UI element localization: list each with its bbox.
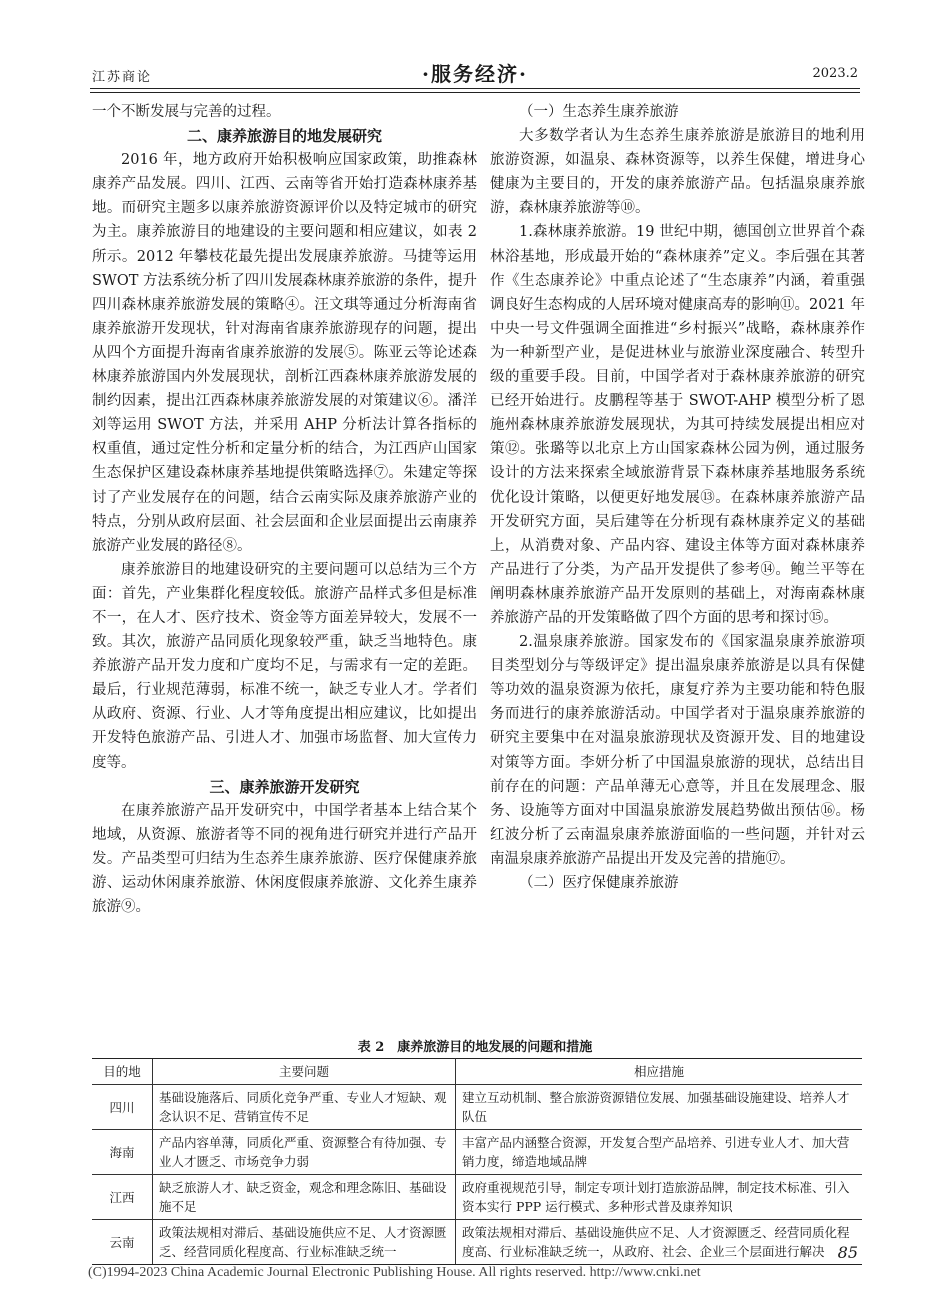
paragraph: 一个不断发展与完善的过程。 xyxy=(92,104,281,120)
table-row xyxy=(92,1130,862,1175)
section-heading: 三、康养旅游开发研究 xyxy=(209,777,360,796)
table-row xyxy=(92,1220,862,1265)
copyright-footer: (C)1994-2023 China Academic Journal Electronic Publishing House. All rights reserved. http://www.cnki.net xyxy=(88,1265,701,1280)
cell-measure: 政策法规相对滞后、基础设施供应不足、人才资源匮乏、经营同质化程度高、行业标准缺乏统一，从政府、社会、企业三个层面进行解决 xyxy=(456,1220,863,1265)
journal-name: 江苏商论 xyxy=(92,70,153,85)
paragraph: 在康养旅游产品开发研究中，中国学者基本上结合某个地域，从资源、旅游者等不同的视角进行研究并进行产品开发。产品类型可归结为生态养生康养旅游、医疗保健康养旅游、运动休闲康养旅游、休闲度假康养旅游、文化养生康养旅游⑨。 xyxy=(92,802,477,916)
cell-place: 江西 xyxy=(92,1175,153,1220)
table-row xyxy=(92,1085,862,1130)
cell-problem: 产品内容单薄，同质化严重、资源整合有待加强、专业人才匮乏、市场竞争力弱 xyxy=(153,1130,456,1175)
paragraph: 2016 年，地方政府开始积极响应国家政策，助推森林康养产品发展。四川、江西、云南等省开始打造森林康养基地。而研究主题多以康养旅游资源评价以及特定城市的研究为主。康养旅游目的地建设的主要问题和相应建议，如表 2 所示。2012 年攀枝花最先提出发展康养旅游。马捷等运用 SWOT 方法系统分析了四川发展森林康养旅游的条件，提升四川森林康养旅游发展的策略④。汪文琪等通过分析海南省康养旅游开发现状，针对海南省康养旅游现存的问题，提出从四个方面提升海南省康养旅游的发展⑤。陈亚云等论述森林康养旅游国内外发展现状，剖析江西森林康养旅游发展的制约因素，提出江西森林康养旅游发展的对策建议⑥。潘洋刘等运用 SWOT 方法，并采用 AHP 分析法计算各指标的权重值，通过定性分析和定量分析的结合，为江西庐山国家生态保护区建设森林康养基地提供策略选择⑦。朱建定等探讨了产业发展存在的问题，结合云南实际及康养旅游产业的特点，分别从政府层面、社会层面和企业层面提出云南康养旅游产业发展的路径⑧。 xyxy=(92,152,477,554)
cell-measure: 建立互动机制、整合旅游资源错位发展、加强基础设施建设、培养人才队伍 xyxy=(456,1085,863,1130)
paragraph: 2.温泉康养旅游。国家发布的《国家温泉康养旅游项目类型划分与等级评定》提出温泉康养旅游是以具有保健等功效的温泉资源为依托，康复疗养为主要功能和特色服务而进行的康养旅游活动。中国学者对于温泉康养旅游的研究主要集中在对温泉旅游现状及资源开发、目的地建设对策等方面。李妍分析了中国温泉旅游的现状，总结出目前存在的问题：产品单薄无心意等，并且在发展理念、服务、设施等方面对中国温泉旅游发展趋势做出预估⑯。杨红波分析了云南温泉康养旅游面临的一些问题，并针对云南温泉康养旅游产品提出开发及完善的措施⑰。 xyxy=(490,634,865,867)
cell-measure: 政府重视规范引导，制定专项计划打造旅游品牌，制定技术标准、引入资本实行 PPP 运行模式、多种形式普及康养知识 xyxy=(456,1175,863,1220)
issue-label: 2023.2 xyxy=(812,66,858,81)
page-header xyxy=(0,0,950,90)
column-header: 目的地 xyxy=(92,1059,153,1085)
subsection-heading: （二）医疗保健康养旅游 xyxy=(519,875,679,891)
paragraph: 1.森林康养旅游。19 世纪中期，德国创立世界首个森林浴基地，形成最开始的“森林康养”定义。李后强在其著作《生态康养论》中重点论述了“生态康养”内涵，着重强调良好生态构成的人居环境对健康高寿的影响⑪。2021 年中央一号文件强调全面推进“乡村振兴”战略，森林康养作为一种新型产业，是促进林业与旅游业深度融合、转型升级的重要手段。目前，中国学者对于森林康养旅游的研究已经开始进行。皮鹏程等基于 SWOT-AHP 模型分析了恩施州森林康养旅游发展现状，为其可持续发展提出相应对策⑫。张璐等以北京上方山国家森林公园为例，通过服务设计的方法来探索全域旅游背景下森林康养基地服务系统优化设计策略，以便更好地发展⑬。在森林康养旅游产品开发研究方面，吴后建等在分析现有森林康养定义的基础上，从消费对象、产品内容、建设主体等方面对森林康养产品进行了分类，为产品开发提供了参考⑭。鲍兰平等在阐明森林康养旅游产品开发原则的基础上，对海南森林康养旅游产品的开发策略做了四个方面的思考和探讨⑮。 xyxy=(490,224,866,626)
left-column xyxy=(92,100,477,919)
cell-place: 云南 xyxy=(92,1220,153,1265)
table-header-row xyxy=(92,1059,862,1085)
cell-problem: 缺乏旅游人才、缺乏资金，观念和理念陈旧、基础设施不足 xyxy=(153,1175,456,1220)
cell-place: 海南 xyxy=(92,1130,153,1175)
subsection-heading: （一）生态养生康养旅游 xyxy=(519,104,679,120)
table-row xyxy=(92,1175,862,1220)
table-caption: 表 2 康养旅游目的地发展的问题和措施 xyxy=(357,1040,593,1055)
cell-measure: 丰富产品内涵整合资源，开发复合型产品培养、引进专业人才、加大营销力度，缔造地域品牌 xyxy=(456,1130,863,1175)
cell-place: 四川 xyxy=(92,1085,153,1130)
header-rule-thin xyxy=(90,92,860,93)
section-heading: 二、康养旅游目的地发展研究 xyxy=(186,127,382,146)
data-table xyxy=(92,1058,862,1265)
section-title: ·服务经济· xyxy=(422,62,528,86)
page-number: 85 xyxy=(837,1243,858,1262)
right-column xyxy=(490,100,865,895)
paragraph: 康养旅游目的地建设研究的主要问题可以总结为三个方面：首先，产业集群化程度较低。旅游产品样式多但是标准不一，在人才、医疗技术、资金等方面差异较大，发展不一致。其次，旅游产品同质化现象较严重，缺乏当地特色。康养旅游产品开发力度和广度均不足，与需求有一定的差距。最后，行业规范薄弱，标准不统一，缺乏专业人才。学者们从政府、资源、行业、人才等角度提出相应建议，比如提出开发特色旅游产品、引进人才、加强市场监督、加大宣传力度等。 xyxy=(92,561,477,771)
column-header: 相应措施 xyxy=(456,1059,863,1085)
column-header: 主要问题 xyxy=(153,1059,456,1085)
cell-problem: 基础设施落后、同质化竞争严重、专业人才短缺、观念认识不足、营销宣传不足 xyxy=(153,1085,456,1130)
paragraph: 大多数学者认为生态养生康养旅游是旅游目的地利用旅游资源，如温泉、森林资源等，以养生保健，增进身心健康为主要目的，开发的康养旅游产品。包括温泉康养旅游，森林康养旅游等⑩。 xyxy=(490,128,865,217)
cell-problem: 政策法规相对滞后、基础设施供应不足、人才资源匮乏、经营同质化程度高、行业标准缺乏统一 xyxy=(153,1220,456,1265)
header-rule xyxy=(90,88,860,89)
